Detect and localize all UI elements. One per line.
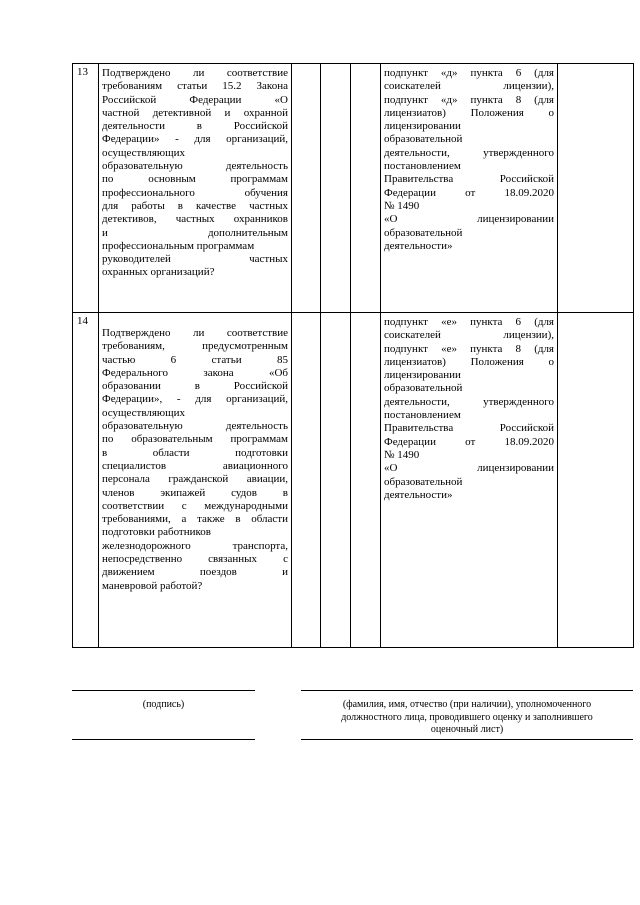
question-line: требованиями, а также в области: [102, 513, 288, 526]
reference-line: постановлением: [384, 160, 461, 173]
legal-reference-cell: [381, 313, 558, 648]
reference-line: образовательной: [384, 382, 463, 395]
table-row: [73, 64, 634, 313]
question-line: осуществляющих: [102, 146, 185, 159]
question-line: образовании в Российской: [102, 380, 288, 393]
question-line: по основным программам: [102, 173, 288, 186]
name-line-lower: [301, 739, 633, 740]
question-line: движением поездов и: [102, 566, 288, 579]
signature-line-lower: [72, 739, 255, 740]
reference-line: соискателей лицензии),: [384, 80, 554, 93]
question-line: соответствии с международными: [102, 499, 288, 512]
question-line: маневровой работой?: [102, 579, 203, 592]
reference-line: № 1490: [384, 199, 420, 212]
signature-caption: (подпись): [142, 699, 185, 710]
reference-line: подпункт «е» пункта 8 (для: [384, 342, 554, 355]
reference-line: подпункт «д» пункта 6 (для: [384, 67, 554, 79]
question-line: требованиям, предусмотренным: [102, 340, 288, 353]
reference-line: постановлением: [384, 409, 461, 422]
reference-line: образовательной: [384, 226, 463, 239]
question-line: осуществляющих: [102, 406, 185, 419]
question-line: требованиям статьи 15.2 Закона: [102, 80, 288, 93]
question-line: Подтверждено ли соответствие: [102, 67, 288, 79]
question-line: образовательную деятельность: [102, 160, 288, 173]
row-number: 14: [73, 313, 99, 648]
notes-cell[interactable]: [558, 313, 634, 648]
answer-na-cell[interactable]: [351, 313, 381, 648]
name-line: [301, 690, 633, 691]
row-number: 13: [73, 64, 99, 313]
question-line: персонала гражданской авиации,: [102, 473, 288, 486]
question-line: Российской Федерации «О: [102, 93, 288, 106]
question-line: руководителей частных: [102, 253, 288, 266]
name-caption-line: должностного лица, проводившего оценку и заполнившего: [341, 711, 593, 723]
question-line: деятельности в Российской: [102, 120, 288, 133]
reference-line: лицензировании: [384, 369, 461, 382]
question-line: для работы в качестве частных: [102, 199, 288, 212]
reference-line: Правительства Российской: [384, 422, 554, 435]
reference-line: деятельности, утвержденного: [384, 146, 554, 159]
question-cell: [99, 64, 292, 313]
legal-reference-cell: [381, 64, 558, 313]
table-row: [73, 313, 634, 648]
notes-cell[interactable]: [558, 64, 634, 313]
reference-line: № 1490: [384, 448, 420, 461]
answer-na-cell[interactable]: [351, 64, 381, 313]
question-line: частной детективной и охранной: [102, 106, 288, 119]
reference-line: «О лицензировании: [384, 462, 554, 475]
reference-line: образовательной: [384, 475, 463, 488]
question-line: и дополнительным: [102, 226, 288, 239]
question-line: Федерального закона «Об: [102, 366, 288, 379]
reference-line: деятельности»: [384, 239, 453, 252]
reference-line: соискателей лицензии),: [384, 329, 554, 342]
reference-line: «О лицензировании: [384, 213, 554, 226]
question-line: профессиональным программам: [102, 239, 255, 252]
question-line: образовательную деятельность: [102, 420, 288, 433]
question-line: Федерации», - для организаций,: [102, 393, 288, 406]
question-line: подготовки работников: [102, 526, 211, 539]
answer-yes-cell[interactable]: [292, 313, 321, 648]
name-caption-line: (фамилия, имя, отчество (при наличии), уполномоченного: [342, 699, 592, 710]
question-cell: [99, 313, 292, 648]
name-caption-line: оценочный лист): [430, 724, 504, 735]
reference-line: подпункт «д» пункта 8 (для: [384, 93, 554, 106]
reference-line: лицензиатов) Положения о: [384, 355, 554, 368]
answer-yes-cell[interactable]: [292, 64, 321, 313]
reference-line: Федерации от 18.09.2020: [384, 435, 554, 448]
question-line: членов экипажей судов в: [102, 486, 288, 499]
reference-line: лицензировании: [384, 120, 461, 133]
question-line: непосредственно связанных с: [102, 553, 288, 566]
reference-line: образовательной: [384, 133, 463, 146]
question-line: профессионального обучения: [102, 186, 288, 199]
reference-line: подпункт «е» пункта 6 (для: [384, 316, 554, 328]
question-line: специалистов авиационного: [102, 459, 288, 472]
reference-line: лицензиатов) Положения о: [384, 106, 554, 119]
question-line: детективов, частных охранников: [102, 213, 288, 226]
question-line: Подтверждено ли соответствие: [102, 327, 288, 339]
reference-line: Правительства Российской: [384, 173, 554, 186]
name-caption: [301, 699, 633, 737]
answer-no-cell[interactable]: [321, 313, 351, 648]
signature-line: [72, 690, 255, 691]
question-line: по образовательным программам: [102, 433, 288, 446]
question-line: железнодорожного транспорта,: [102, 539, 288, 552]
question-line: охранных организаций?: [102, 266, 215, 279]
reference-line: деятельности»: [384, 488, 453, 501]
reference-line: Федерации от 18.09.2020: [384, 186, 554, 199]
reference-line: деятельности, утвержденного: [384, 395, 554, 408]
answer-no-cell[interactable]: [321, 64, 351, 313]
checklist-table: [72, 63, 634, 648]
question-line: в области подготовки: [102, 446, 288, 459]
question-line: Федерации» - для организаций,: [102, 133, 288, 146]
question-line: частью 6 статьи 85: [102, 353, 288, 366]
